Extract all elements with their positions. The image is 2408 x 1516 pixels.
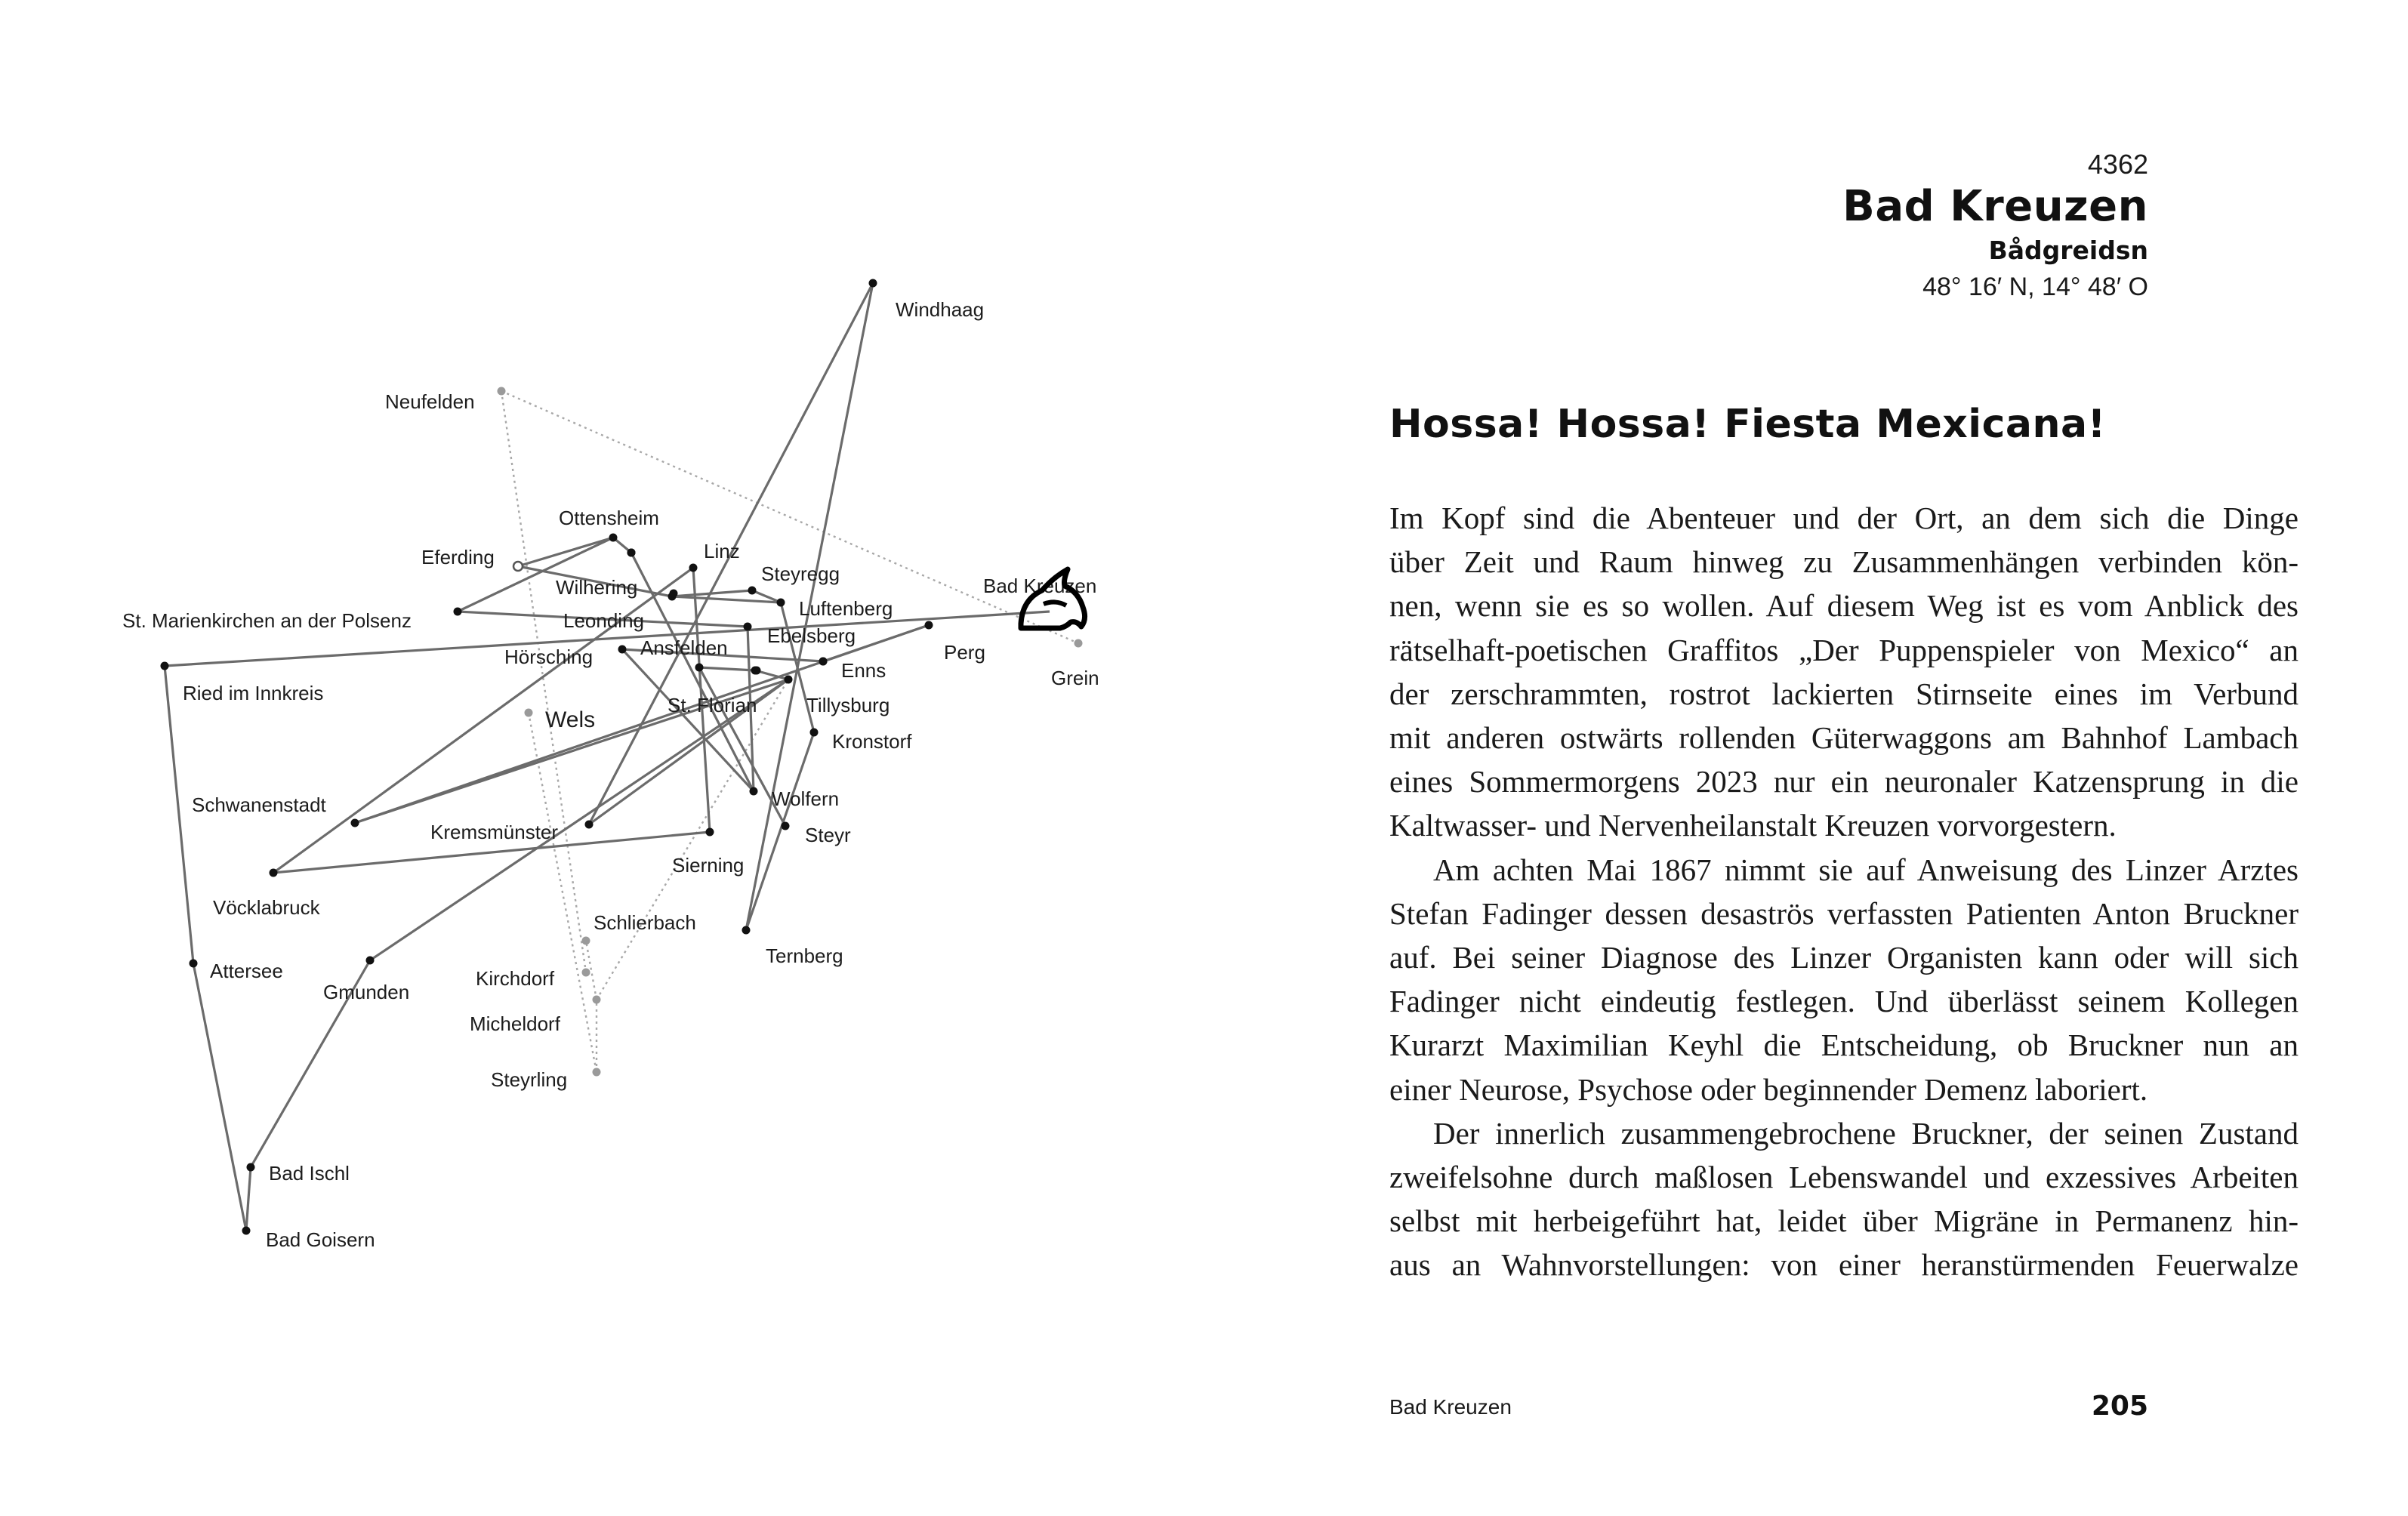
place-label: Windhaag [896, 298, 985, 321]
text-line: selbst mit herbeigeführt hat, leidet über Migräne in Permanenz hin- [1389, 1203, 2299, 1239]
place-dot [869, 279, 877, 288]
place-label: Wolfern [772, 787, 840, 810]
junction-dot [819, 658, 828, 666]
entry-header [1842, 148, 2148, 305]
place-label: Ottensheim [559, 507, 659, 529]
text-line: Fadinger nicht eindeutig festlegen. Und überlässt seinem Kollegen [1389, 984, 2299, 1019]
place-label: Steyr [805, 824, 851, 846]
place-label: Perg [944, 641, 985, 664]
junction-dot [627, 549, 636, 557]
place-label: Eferding [421, 546, 495, 568]
place-label: Wels [545, 707, 596, 732]
place-dot [925, 621, 933, 630]
place-label: Leonding [563, 609, 644, 632]
place-dot [585, 821, 594, 829]
place-label: Vöcklabruck [213, 896, 320, 919]
dialect-name: Bådgreidsn [1988, 236, 2148, 265]
body-text [1389, 496, 2299, 1287]
route-segment [501, 391, 586, 972]
place-label: Linz [704, 540, 740, 562]
text-line: mit anderen ostwärts rollenden Güterwaggons am Bahnhof Lambach [1389, 720, 2299, 756]
place-label: Bad Ischl [269, 1162, 350, 1185]
text-line: der zerschrammten, rostrot lackierten Stirnseite eines im Verbund [1389, 676, 2299, 711]
junction-dot [670, 590, 678, 598]
place-label: Steyregg [761, 562, 840, 585]
place-label: Sierning [672, 854, 745, 877]
place-dot [190, 960, 198, 968]
place-dots [161, 279, 1083, 1235]
place-dot [525, 709, 533, 717]
paragraph-1 [1389, 496, 2299, 848]
place-dot [242, 1227, 251, 1235]
place-dot [810, 729, 819, 737]
place-label: Neufelden [385, 390, 475, 413]
place-dot [748, 587, 757, 595]
text-line: nen, wenn sie es so wollen. Auf diesem Weg ist es vom Anblick des [1389, 588, 2299, 624]
place-label: Ansfelden [640, 636, 728, 659]
place-title: Bad Kreuzen [1842, 182, 2148, 231]
place-label: Wilhering [556, 576, 638, 599]
place-dot [351, 819, 359, 827]
solid-route-lines [165, 283, 1050, 1231]
place-dot [785, 676, 793, 684]
place-label: Ried im Innkreis [183, 682, 324, 704]
place-dot [742, 926, 751, 935]
running-footer-title: Bad Kreuzen [1389, 1395, 1512, 1419]
place-dot [695, 664, 704, 672]
chapter-headline: Hossa! Hossa! Fiesta Mexicana! [1389, 402, 2106, 447]
place-label: St. Marienkirchen an der Polsenz [122, 609, 412, 632]
text-line: Kaltwasser- und Nervenheilanstalt Kreuzen vorvorgestern. [1389, 808, 2117, 843]
text-line: aus an Wahnvorstellungen: von einer heranstürmenden Feuerwalze [1389, 1247, 2299, 1283]
place-dot [454, 608, 462, 616]
paragraph-3 [1389, 1111, 2299, 1287]
place-label: Kremsmünster [430, 821, 559, 843]
place-label: Micheldorf [470, 1012, 560, 1035]
place-dot [582, 937, 590, 945]
place-dot [498, 387, 506, 396]
place-label: Bad Goisern [266, 1228, 375, 1251]
place-label: Attersee [210, 960, 283, 982]
route-segment [518, 538, 613, 566]
place-label: Ebelsberg [767, 624, 856, 647]
place-dot [750, 787, 758, 796]
place-label: St. Florian [668, 694, 757, 716]
text-line: zweifelsohne durch maßlosen Lebenswandel und exzessives Arbeiten [1389, 1160, 2299, 1195]
place-label: Steyrling [491, 1068, 568, 1091]
text-line: eines Sommermorgens 2023 nur ein neuronaler Katzensprung in die [1389, 764, 2299, 800]
place-dot [744, 623, 752, 631]
route-segment [631, 553, 754, 791]
place-dot [270, 869, 278, 877]
place-label: Schwanenstadt [192, 793, 326, 816]
place-dot [706, 828, 714, 837]
place-label: Kirchdorf [476, 967, 555, 990]
place-label: Tillysburg [806, 694, 890, 716]
junction-dot [753, 667, 761, 675]
coordinates: 48° 16′ N, 14° 48′ O [1922, 273, 2148, 301]
place-dot [513, 562, 523, 571]
text-line: Der innerlich zusammengebrochene Bruckner, der seinen Zustand [1433, 1115, 2299, 1151]
route-segment [165, 666, 193, 963]
place-dot [593, 1068, 601, 1077]
place-dot [782, 822, 790, 830]
text-line: rätselhaft-poetischen Graffitos „Der Puppenspieler von Mexico“ an [1389, 632, 2299, 667]
postal-code: 4362 [2087, 149, 2148, 180]
place-dot [609, 534, 618, 542]
place-dot [777, 599, 785, 607]
text-line: einer Neurose, Psychose oder beginnender Demenz laboriert. [1389, 1071, 2148, 1107]
place-dot [689, 564, 698, 572]
place-dot [247, 1163, 255, 1172]
route-segment [672, 596, 781, 602]
text-line: Stefan Fadinger dessen desaströs verfassten Patienten Anton Bruckner [1389, 895, 2299, 931]
text-line: Am achten Mai 1867 nimmt sie auf Anweisung des Linzer Arztes [1433, 852, 2299, 887]
paragraph-2 [1389, 848, 2299, 1111]
place-dot [1075, 639, 1083, 648]
place-label: Kronstorf [832, 730, 912, 753]
place-dot [582, 969, 590, 977]
page-number: 205 [2091, 1391, 2148, 1422]
place-label: Schlierbach [594, 911, 696, 934]
place-label: Enns [841, 659, 886, 682]
place-labels [122, 298, 1099, 1251]
text-line: über Zeit und Raum hinweg zu Zusammenhängen verbinden kön- [1389, 544, 2299, 580]
place-dot [593, 996, 601, 1004]
text-line: auf. Bei seiner Diagnose des Linzer Organisten kann oder will sich [1389, 940, 2299, 975]
route-segment [193, 963, 246, 1231]
place-dot [618, 646, 627, 654]
text-line: Kurarzt Maximilian Keyhl die Entscheidung, ob Bruckner nun an [1389, 1028, 2299, 1063]
route-segment [699, 667, 755, 670]
place-label: Bad Kreuzen [983, 575, 1097, 597]
place-label: Ternberg [766, 944, 843, 967]
text-line: Im Kopf sind die Abenteuer und der Ort, an dem sich die Dinge [1389, 501, 2299, 535]
place-label: Luftenberg [799, 597, 893, 620]
place-dot [161, 662, 169, 670]
route-segment [246, 1167, 251, 1231]
place-label: Gmunden [323, 981, 410, 1003]
place-label: Hörsching [504, 646, 594, 668]
place-label: Grein [1051, 667, 1099, 689]
place-dot [366, 957, 375, 965]
